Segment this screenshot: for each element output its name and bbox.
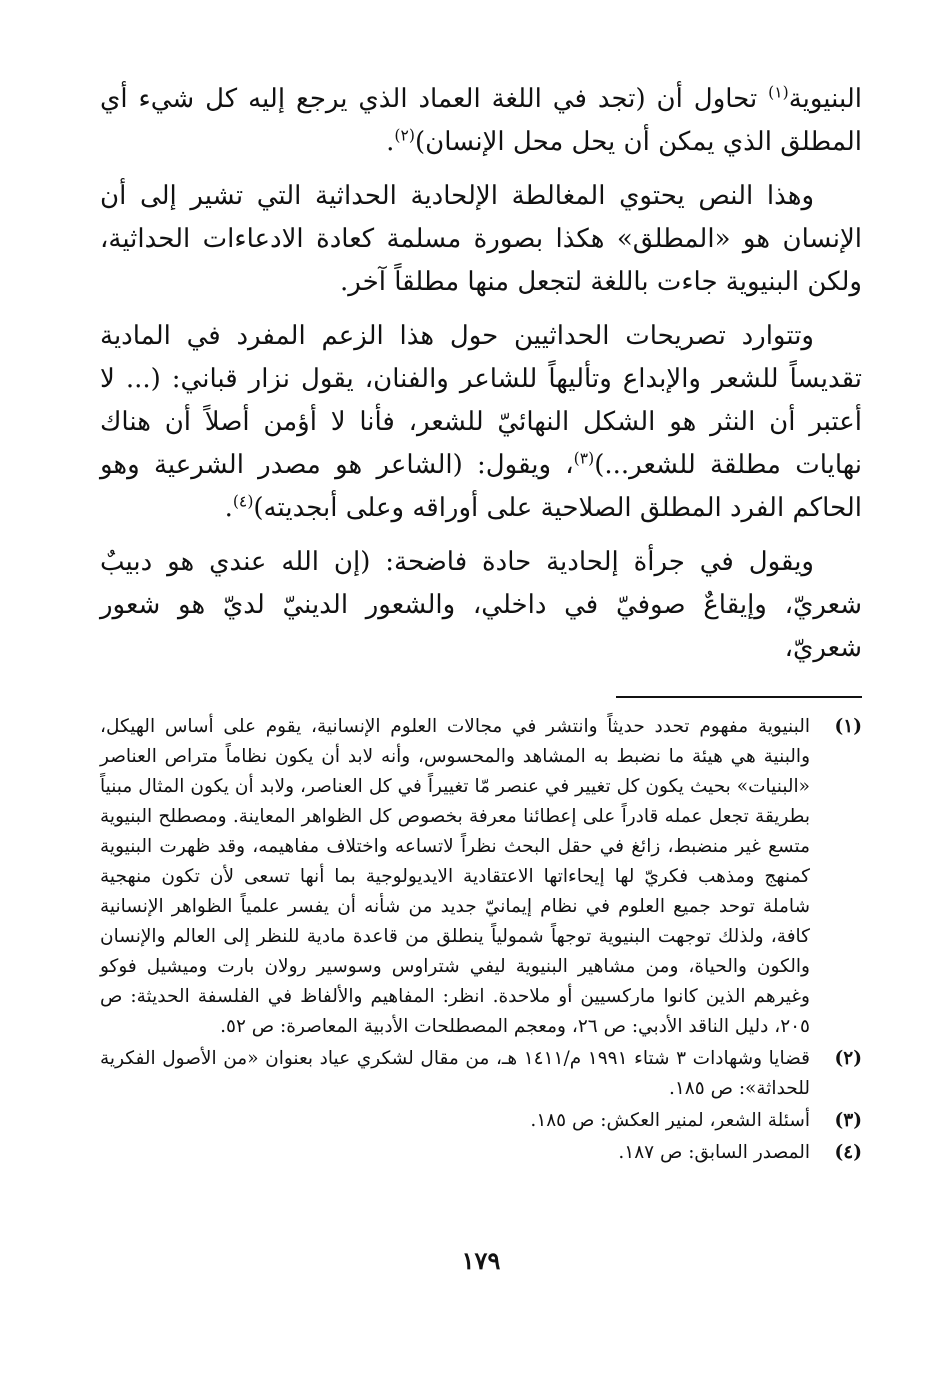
footnote-reference[interactable]: (١) (768, 83, 789, 102)
footnote-text: قضايا وشهادات ٣ شتاء ١٩٩١ م/١٤١١ هـ، من مقال لشكري عياد بعنوان «من الأصول الفكرية للحداثة»: ص ١٨٥. (100, 1048, 810, 1099)
footnote-4 (100, 1138, 862, 1168)
paragraph-text: وهذا النص يحتوي المغالطة الإلحادية الحداثية التي تشير إلى أن الإنسان هو «المطلق» هكذا بصورة مسلمة كعادة الادعاءات الحداثية، ولكن البنيوية جاءت باللغة لتجعل منها مطلقاً آخر. (100, 181, 862, 297)
footnote-number: (٣) (834, 1110, 862, 1131)
footnote-reference[interactable]: (٤) (232, 492, 254, 511)
main-text (100, 78, 862, 670)
footnote-reference[interactable]: (٢) (394, 126, 415, 145)
paragraph-3 (100, 315, 862, 530)
footnote-number: (٢) (834, 1048, 862, 1069)
footnote-text: المصدر السابق: ص ١٨٧. (618, 1142, 810, 1163)
paragraph-text: ويقول في جرأة إلحادية حادة فاضحة: (إن الله عندي هو دبيبٌ شعريّ، وإيقاعٌ صوفيّ في داخلي، والشعور الدينيّ لديّ هو شعور شعريّ، (100, 547, 862, 663)
book-page (100, 78, 862, 1368)
paragraph-text: وتتوارد تصريحات الحداثيين حول هذا الزعم المفرد في المادية تقديساً للشعر والإبداع وتأليهاً للشاعر والفنان، يقول نزار قباني: (... لا أعتبر أن النثر هو الشكل النهائيّ للشعر، فأنا لا أؤمن أصلاً أن هناك نهايات مطلقة للشعر...) (100, 321, 863, 480)
footnote-1 (100, 712, 862, 1042)
footnotes-section (100, 712, 862, 1168)
footnote-number: (١) (834, 716, 862, 737)
paragraph-text: البنيوية (788, 84, 862, 114)
paragraph-text: ، ويقول: (الشاعر هو مصدر الشرعية وهو الحاكم الفرد المطلق الصلاحية على أوراقه وعلى أبجديته) (100, 450, 862, 523)
footnote-text: أسئلة الشعر، لمنير العكش: ص ١٨٥. (530, 1110, 810, 1131)
footnote-3 (100, 1106, 862, 1136)
paragraph-tail: . (224, 493, 233, 523)
footnote-reference[interactable]: (٣) (573, 449, 595, 468)
page-number: ١٧٩ (461, 1246, 501, 1275)
paragraph-text: تحاول أن (تجد في اللغة العماد الذي يرجع إليه كل شيء أي المطلق الذي يمكن أن يحل محل الإنسان) (100, 84, 862, 157)
paragraph-4 (100, 541, 862, 670)
paragraph-1 (100, 78, 862, 164)
footnote-text: البنيوية مفهوم تحدد حديثاً وانتشر في مجالات العلوم الإنسانية، يقوم على أساس الهيكل، والبنية هي هيئة ما نضبط به المشاهد والمحسوس، وأنه لابد أن يكون نظاماً متراص العناصر «البنيات» بحيث يكون كل تغيير في عنصر مّا تغييراً في كل العناصر، ولابد أن يكون المثال مبنياً بطريقة تجعل عمله قادراً على إعطائنا معرفة بخصوص كل الظواهر المعاينة. ومصطلح البنيوية متسع غير منضبط، زائغ في حقل البحث نظراً لاتساعه واختلاف مفاهيمه، وقد ظهرت البنيوية كمنهج ومذهب فكريّ لها إيحاءاتها الاعتقادية الايديولوجية بما أنها تسعى لأن تكون منهجية شاملة توحد جميع العلوم في نظام إيمانيّ جديد من شأنه أن يفسر علمياً الظواهر الإنسانية كافة، ولذلك توجهت البنيوية توجهاً شمولياً ينطلق من قاعدة مادية للنظر إلى العالم والإنسان والكون والحياة، ومن مشاهير البنيوية ليفي شتراوس وسوسير رولان بارت وميشيل فوكو وغيرهم الذين كانوا ماركسيين أو ملاحدة. انظر: المفاهيم والألفاظ في الفلسفة الحديثة: ص ٢٠٥، دليل الناقد الأدبي: ص ٢٦، ومعجم المصطلحات الأدبية المعاصرة: ص ٥٢. (100, 716, 810, 1037)
paragraph-tail: . (386, 127, 395, 157)
footnote-2 (100, 1044, 862, 1104)
footnote-number: (٤) (834, 1142, 862, 1163)
paragraph-2 (100, 175, 862, 304)
footnote-divider (616, 696, 862, 698)
